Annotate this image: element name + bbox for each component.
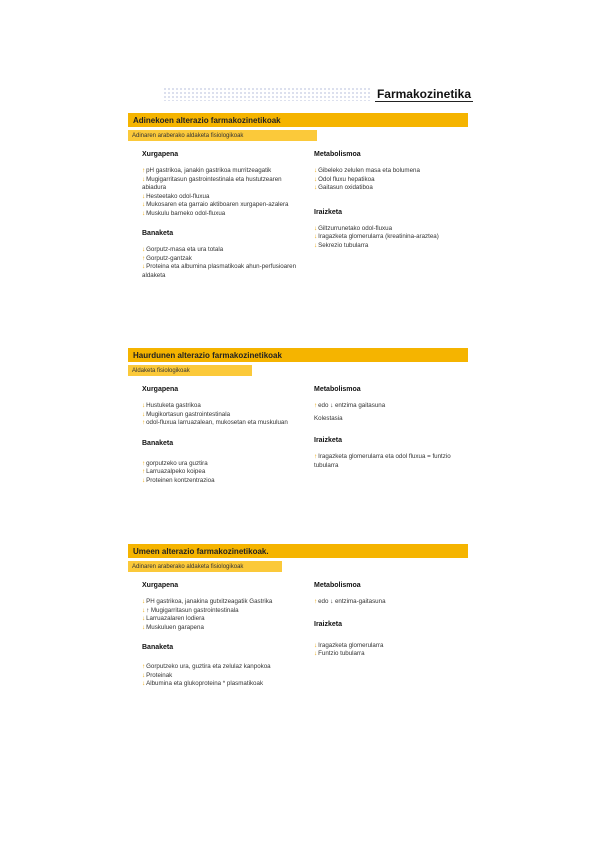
group-metabolism [314, 582, 464, 607]
group-title: Banaketa [142, 230, 174, 237]
list-item: ↑Gorputzeko ura, guztira eta zelulaz kanpokoa [142, 663, 271, 670]
list-item: ↑edo ↓ entzima-gaitasuna [314, 598, 386, 605]
section-elderly [128, 113, 468, 279]
list-item: ↓Gaitasun oxidatiboa [314, 184, 373, 191]
column-left [142, 151, 297, 292]
list-item: ↓Mugikortasun gastrointestinala [142, 410, 231, 418]
group-title: Metabolismoa [314, 386, 361, 393]
list-item: ↑gorputzeko ura guztira [142, 459, 208, 467]
list-item: Kolestasia [314, 414, 343, 422]
group-metabolism [314, 151, 464, 193]
dotted-banner [163, 87, 371, 101]
group-distribution [142, 644, 297, 689]
group-title: Metabolismoa [314, 582, 361, 589]
group-title: Banaketa [142, 644, 174, 651]
section-subtitle: Aldaketa fisiologikoak [128, 365, 252, 376]
group-title: Metabolismoa [314, 151, 361, 158]
list-item: ↓Odol fluxu hepatikoa [314, 175, 375, 183]
column-left [142, 386, 297, 497]
list-item: ↓Mukosaren eta garraio aktiboaren xurgapen-azalera [142, 201, 289, 208]
list-item: ↑Gorputz-gantzak [142, 254, 192, 262]
group-title: Xurgapena [142, 386, 179, 393]
group-title: Iraizketa [314, 208, 343, 216]
list-item: ↑Larruazalpeko koipea [142, 468, 206, 475]
group-distribution [142, 440, 297, 486]
list-item: ↓Proteinak [142, 671, 173, 679]
section-subtitle: Adinaren araberako aldaketa fisiologikoak [128, 130, 317, 141]
column-right [314, 386, 464, 482]
list-item: ↓Funtzio tubularra [314, 650, 365, 657]
group-title: Iraizketa [314, 437, 343, 444]
document-header [163, 84, 473, 104]
section-children [128, 544, 468, 687]
group-absorption [142, 151, 297, 218]
list-item: ↑odol-fluxua larruazalean, mukosetan eta muskuluan [142, 419, 288, 426]
group-absorption [142, 582, 297, 632]
list-item: ↑edo ↓ entzima gaitasuna [314, 402, 386, 409]
group-title: Xurgapena [142, 151, 179, 158]
list-item: ↓Hesteetako odol-fluxua [142, 192, 210, 200]
group-absorption [142, 386, 297, 428]
list-item: ↓Proteina eta albumina plasmatikoak ahun-perfusioaren aldaketa [142, 263, 297, 279]
group-distribution [142, 230, 297, 280]
list-item: ↓Giltzurrunetako odol-fluxua [314, 224, 393, 232]
group-excretion [314, 621, 464, 659]
section-subtitle: Adinaren araberako aldaketa fisiologikoak [128, 561, 282, 572]
group-excretion [314, 209, 464, 251]
column-right [314, 582, 464, 671]
group-metabolism [314, 386, 464, 423]
list-item: ↑pH gastrikoa, janakin gastrikoa murritzeagatik [142, 167, 272, 174]
list-item: ↓Iragazketa glomerularra [314, 641, 384, 649]
list-item: ↓Iragazketa glomerularra (kreatinina-araztea) [314, 233, 439, 240]
list-item: ↑Iragazketa glomerularra eta odol fluxua = funtzio tubularra [314, 453, 451, 469]
list-item: ↓Mugigarritasun gastrointestinala eta hustutzearen abiadura [142, 175, 282, 191]
group-title: Banaketa [142, 439, 174, 447]
section-title: Adinekoen alterazio farmakozinetikoak [128, 113, 468, 127]
list-item: ↓PH gastrikoa, janakina gutxitzeagatik Gastrika [142, 598, 273, 605]
section-title: Haurdunen alterazio farmakozinetikoak [128, 348, 468, 362]
list-item: ↓Larruazalaren lodiera [142, 615, 205, 622]
list-item: ↓Muskuluen garapena [142, 623, 204, 631]
list-item: ↓Sekrezio tubularra [314, 241, 369, 249]
group-excretion [314, 437, 464, 470]
page-title: Farmakozinetika [376, 86, 471, 101]
list-item: ↓Albumina eta glukoproteina * plasmatikoak [142, 680, 264, 687]
group-title: Xurgapena [142, 582, 179, 589]
column-right [314, 151, 464, 262]
section-pregnancy [128, 348, 468, 484]
list-item: ↓Gorputz-masa eta ura totala [142, 246, 224, 253]
group-title: Iraizketa [314, 620, 343, 628]
list-item: ↓↑ Mugigarritasun gastrointestinala [142, 606, 239, 614]
column-left [142, 582, 297, 701]
list-item: ↓Gibeleko zelulen masa eta bolumena [314, 167, 420, 174]
section-title: Umeen alterazio farmakozinetikoak. [128, 544, 468, 558]
list-item: ↓Hustuketa gastrikoa [142, 402, 201, 409]
list-item: ↓Proteinen kontzentrazioa [142, 476, 215, 484]
list-item: ↓Muskulu barneko odol-fluxua [142, 209, 226, 217]
